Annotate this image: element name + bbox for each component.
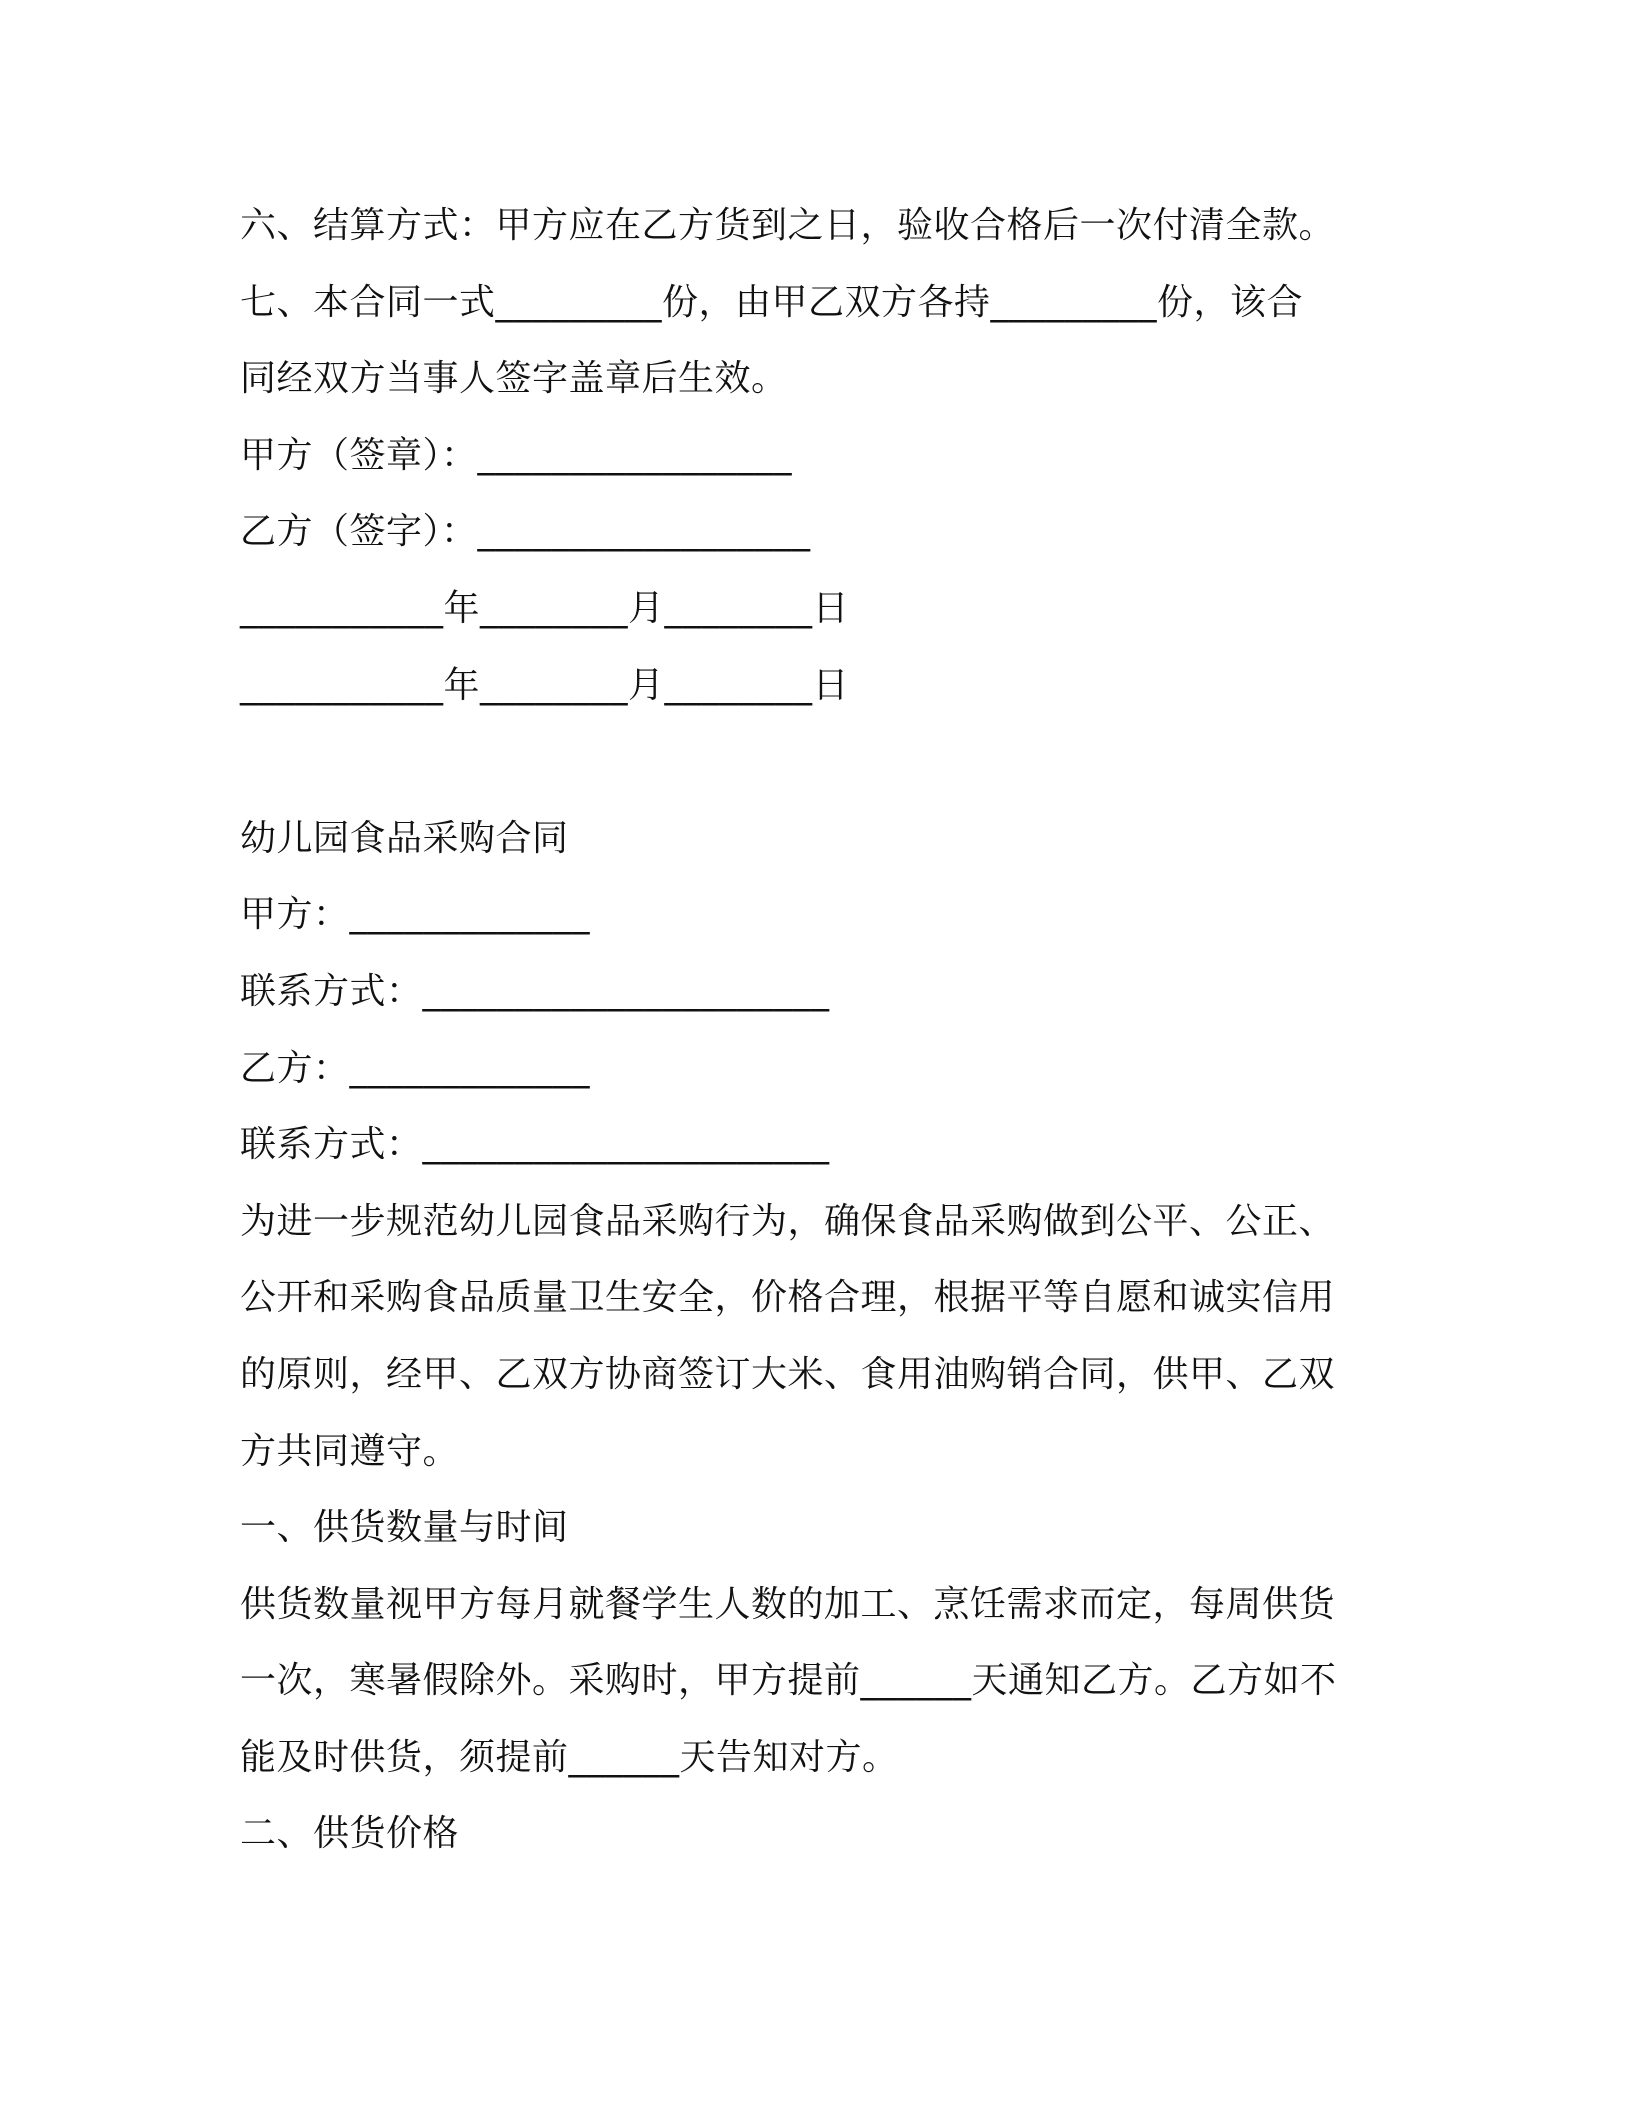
intro-line: 方共同遵守。 bbox=[240, 1430, 460, 1472]
date-line-2: ___________年________月________日 bbox=[240, 664, 849, 706]
section-1-heading: 一、供货数量与时间 bbox=[240, 1507, 569, 1549]
date-line-1: ___________年________月________日 bbox=[240, 587, 849, 629]
party-a-seal-line: 甲方（签章）：_________________ bbox=[240, 434, 793, 476]
document-page bbox=[240, 188, 1390, 1873]
intro-line: 为进一步规范幼儿园食品采购行为，确保食品采购做到公平、公正、 bbox=[240, 1200, 1336, 1242]
intro-line: 的原则，经甲、乙双方协商签订大米、食用油购销合同，供甲、乙双 bbox=[240, 1353, 1336, 1395]
clause-6-settlement: 六、结算方式：甲方应在乙方货到之日，验收合格后一次付清全款。 bbox=[240, 205, 1336, 246]
clause-7-line-2: 同经双方当事人签字盖章后生效。 bbox=[240, 358, 788, 400]
section-1-line: 一次，寒暑假除外。采购时，甲方提前______天通知乙方。乙方如不 bbox=[240, 1660, 1337, 1702]
intro-line: 公开和采购食品质量卫生安全，价格合理，根据平等自愿和诚实信用 bbox=[240, 1277, 1336, 1319]
party-a-contact-field: 联系方式：______________________ bbox=[240, 970, 830, 1012]
section-1-line: 供货数量视甲方每月就餐学生人数的加工、烹饪需求而定，每周供货 bbox=[240, 1583, 1336, 1625]
party-a-field: 甲方：_____________ bbox=[240, 894, 591, 936]
party-b-field: 乙方：_____________ bbox=[240, 1047, 591, 1089]
contract-title: 幼儿园食品采购合同 bbox=[240, 817, 569, 859]
section-2-heading: 二、供货价格 bbox=[240, 1813, 460, 1855]
party-b-contact-field: 联系方式：______________________ bbox=[240, 1124, 830, 1166]
section-1-line: 能及时供货，须提前______天告知对方。 bbox=[240, 1736, 899, 1778]
section-spacer bbox=[240, 724, 1390, 801]
party-b-sign-line: 乙方（签字）：__________________ bbox=[240, 511, 811, 553]
clause-7-line-1: 七、本合同一式_________份，由甲乙双方各持_________份，该合 bbox=[240, 281, 1304, 323]
